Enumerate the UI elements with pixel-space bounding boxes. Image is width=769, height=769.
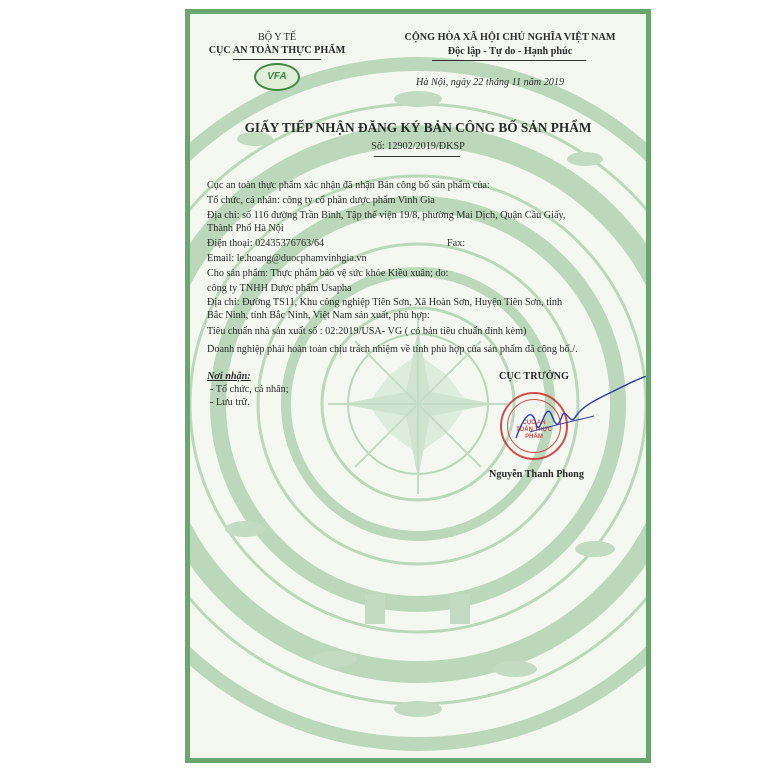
- country-name: CỘNG HÒA XÃ HỘI CHỦ NGHĨA VIỆT NAM: [404, 32, 616, 43]
- agency-underline: [233, 59, 321, 60]
- document-number: Số: 12902/2019/ĐKSP: [371, 141, 465, 152]
- ministry-name: BỘ Y TẾ: [257, 32, 297, 43]
- fax-line: Fax:: [447, 238, 466, 249]
- number-underline: [374, 156, 460, 157]
- organization-line: Tổ chức, cá nhân: công ty cổ phần dược phẩm Vinh Gia: [207, 195, 435, 206]
- manufacturer-address-2: Bắc Ninh, tỉnh Bắc Ninh, Việt Nam sản xuất, phù hợp:: [207, 310, 430, 321]
- recipients-heading: Nơi nhận:: [207, 371, 251, 382]
- stamp-text: CỤC AN TOÀN THỰC PHẨM: [516, 420, 552, 440]
- manufacturer-address-1: Địa chỉ: Đường TS11, Khu công nghiệp Tiên Sơn, Xã Hoàn Sơn, Huyện Tiên Sơn, tỉnh: [207, 297, 563, 308]
- recipient-item: - Tổ chức, cá nhân;: [210, 384, 289, 395]
- vfa-logo: [254, 63, 300, 91]
- product-line: Cho sản phẩm: Thực phẩm bảo vệ sức khỏe Kiều xuân; do:: [207, 268, 449, 279]
- document-page: [185, 9, 651, 763]
- intro-line: Cục an toàn thực phẩm xác nhận đã nhận Bản công bố sản phẩm của:: [207, 180, 490, 191]
- address-line-1: Địa chỉ: số 116 đường Trần Bình, Tập thể viện 19/8, phường Mai Dịch, Quận Cầu Giấy,: [207, 210, 566, 221]
- handwritten-signature: [510, 376, 650, 456]
- place-date: Hà Nội, ngày 22 tháng 11 năm 2019: [416, 77, 565, 88]
- vfa-logo-text: VFA: [267, 71, 287, 82]
- signer-name: Nguyễn Thanh Phong: [489, 469, 584, 480]
- agency-name: CỤC AN TOÀN THỰC PHẨM: [208, 45, 346, 56]
- standard-line: Tiêu chuẩn nhà sản xuất số : 02:2019/USA- VG ( có bản tiêu chuẩn đính kèm): [207, 326, 527, 337]
- signer-position: CỤC TRƯỞNG: [499, 371, 569, 382]
- address-line-2: Thành Phố Hà Nội: [207, 223, 284, 234]
- manufacturer-line: công ty TNHH Dược phẩm Usapha: [207, 283, 352, 294]
- national-motto: Độc lập - Tự do - Hạnh phúc: [447, 46, 573, 57]
- phone-line: Điện thoại: 02435376763/64: [207, 238, 325, 249]
- email-line: Email: le.hoang@duocphamvinhgia.vn: [207, 253, 367, 264]
- document-title: GIẤY TIẾP NHẬN ĐĂNG KÝ BẢN CÔNG BỐ SẢN PHẨM: [244, 120, 592, 135]
- responsibility-line: Doanh nghiệp phải hoàn toàn chịu trách nhiệm về tính phù hợp của sản phẩm đã công bố./.: [207, 344, 578, 355]
- motto-underline: [432, 60, 586, 61]
- recipient-item: - Lưu trữ.: [210, 397, 250, 408]
